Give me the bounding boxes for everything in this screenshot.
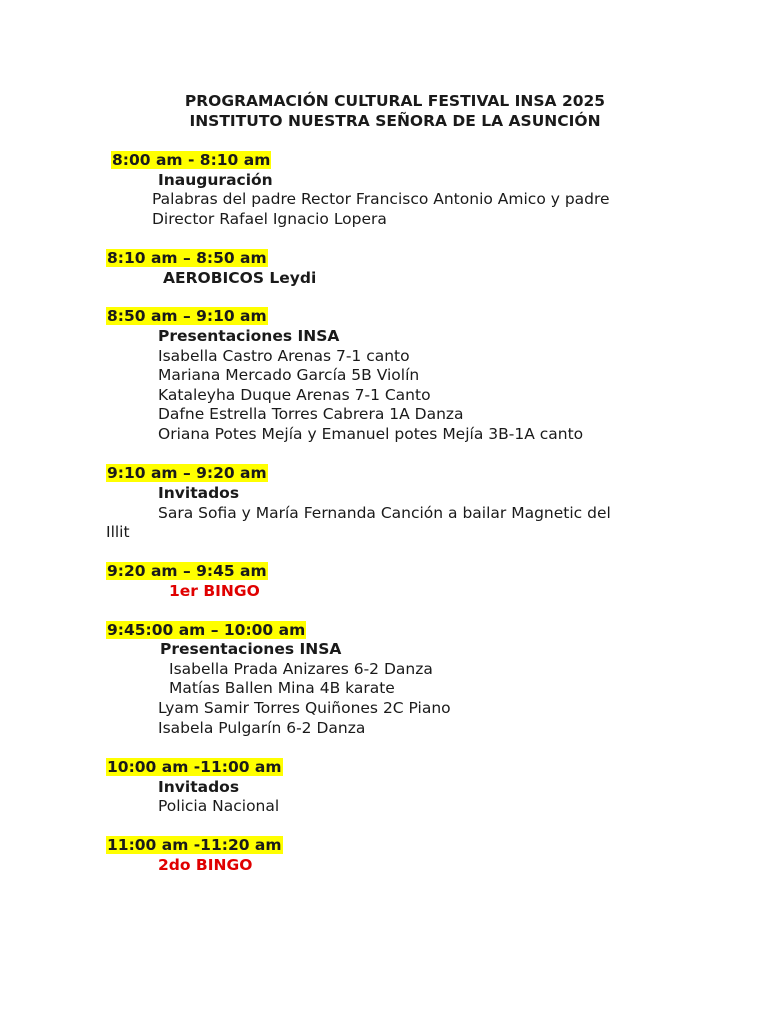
activity-title: Inauguración [158, 171, 273, 189]
activity-title: Invitados [158, 778, 240, 796]
activity-title: AEROBICOS Leydi [163, 269, 317, 287]
activity-line: Director Rafael Ignacio Lopera [152, 210, 387, 228]
activity-line: Illit [106, 523, 130, 541]
time-slot: 10:00 am -11:00 am [107, 758, 282, 776]
bingo-label: 1er BINGO [169, 582, 260, 600]
time-slot: 9:45:00 am – 10:00 am [107, 621, 306, 639]
time-slot: 9:20 am – 9:45 am [107, 562, 267, 580]
bingo-label: 2do BINGO [158, 856, 253, 874]
activity-title: Invitados [158, 484, 240, 502]
activity-line: Kataleyha Duque Arenas 7-1 Canto [158, 386, 431, 404]
activity-title: Presentaciones INSA [158, 327, 340, 345]
activity-line: Dafne Estrella Torres Cabrera 1A Danza [158, 405, 464, 423]
activity-line: Sara Sofia y María Fernanda Canción a bailar Magnetic del [158, 504, 611, 522]
activity-line: Policia Nacional [158, 797, 280, 815]
time-slot: 8:50 am – 9:10 am [107, 307, 267, 325]
time-slot: 8:00 am - 8:10 am [112, 151, 271, 169]
activity-line: Isabella Prada Anizares 6-2 Danza [169, 660, 433, 678]
activity-line: Palabras del padre Rector Francisco Antonio Amico y padre [152, 190, 610, 208]
activity-line: Isabella Castro Arenas 7-1 canto [158, 347, 410, 365]
document-title: PROGRAMACIÓN CULTURAL FESTIVAL INSA 2025 [184, 92, 606, 110]
time-slot: 8:10 am – 8:50 am [107, 249, 267, 267]
document-subtitle: INSTITUTO NUESTRA SEÑORA DE LA ASUNCIÓN [189, 112, 601, 130]
activity-title: Presentaciones INSA [160, 640, 342, 658]
activity-line: Oriana Potes Mejía y Emanuel potes Mejía 3B-1A canto [158, 425, 584, 443]
activity-line: Isabela Pulgarín 6-2 Danza [158, 719, 366, 737]
time-slot: 9:10 am – 9:20 am [107, 464, 267, 482]
activity-line: Lyam Samir Torres Quiñones 2C Piano [158, 699, 451, 717]
activity-line: Matías Ballen Mina 4B karate [169, 679, 395, 697]
activity-line: Mariana Mercado García 5B Violín [158, 366, 420, 384]
time-slot: 11:00 am -11:20 am [107, 836, 282, 854]
